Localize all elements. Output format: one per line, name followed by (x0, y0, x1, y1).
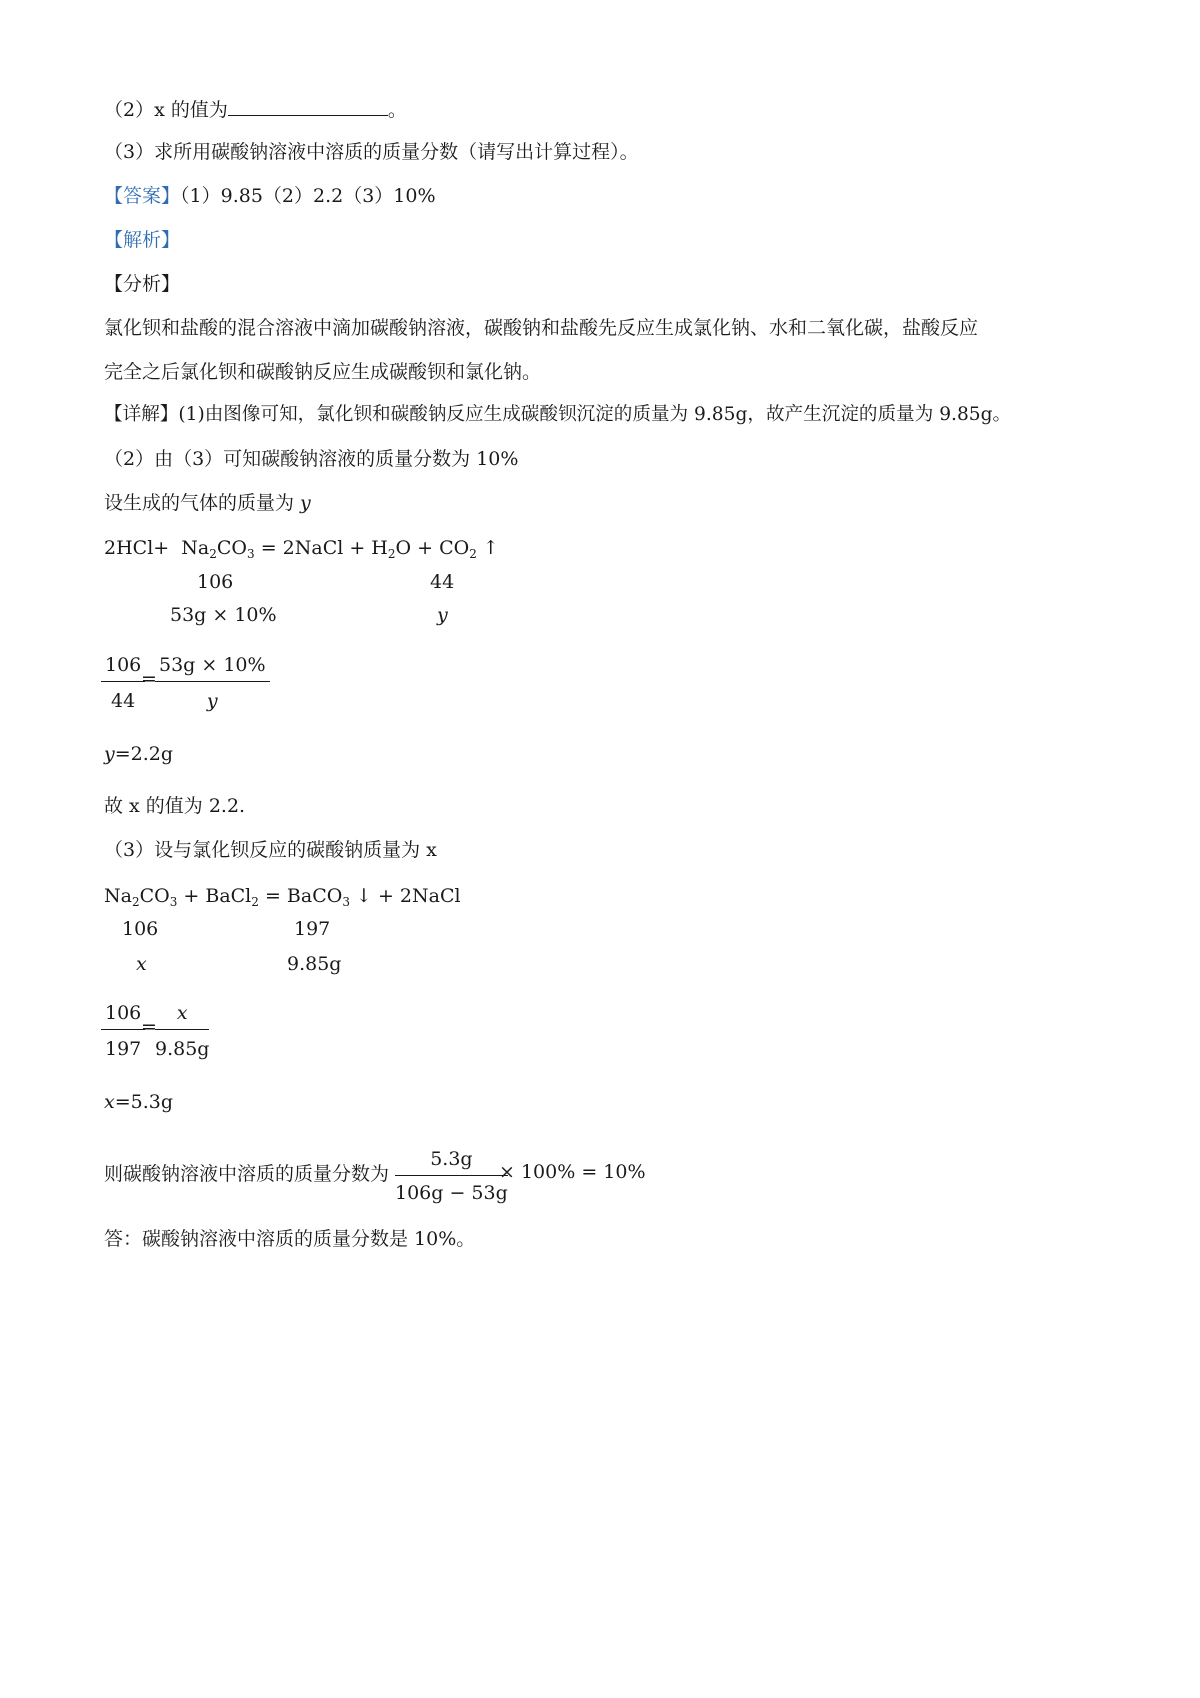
eq1-arrow: ↑ (476, 537, 499, 559)
eq2-value-2: 9.85g (287, 953, 342, 975)
fraction-1-right (155, 656, 270, 711)
eq1-value-1: 53g × 10% (170, 604, 277, 626)
eq1-rsub-3: 2 (469, 547, 477, 561)
fraction-2-den-2: 9.85g (155, 1038, 210, 1060)
fenxi-line-1: 氯化钡和盐酸的混合溶液中滴加碳酸钠溶液，碳酸钠和盐酸先反应生成氯化钠、水和二氧化碳，盐酸反应 (104, 317, 979, 339)
eq1-mass-1: 106 (197, 571, 234, 593)
eq2-rest: ↓ + 2NaCl (349, 885, 461, 907)
fraction-1-den-2: y (206, 690, 218, 712)
part2-line-2 (104, 494, 311, 513)
result-2-var: x (104, 1091, 115, 1113)
eq2-mass-1: 106 (122, 918, 159, 940)
eq1-o: O + CO (395, 537, 470, 559)
answer-text: （1）9.85（2）2.2（3）10% (180, 185, 436, 207)
eq2-na: Na (104, 885, 132, 907)
eq1-sub-3: 3 (247, 547, 255, 561)
eq1-right: = 2NaCl + H (254, 537, 388, 559)
eq1-rsub-2: 2 (387, 547, 396, 561)
equation-1 (104, 537, 499, 561)
answer-blank (228, 98, 388, 116)
fraction-2-num: 106 (101, 1004, 145, 1030)
final-answer: 答：碳酸钠溶液中溶质的质量分数是 10%。 (104, 1228, 476, 1250)
part2-var: y (300, 492, 311, 514)
mass-fraction-den: 106g − 53g (395, 1182, 508, 1204)
fraction-1-num-2: 53g × 10% (155, 656, 270, 682)
eq2-sub-3: 3 (169, 895, 178, 909)
part2-line-1: （2）由（3）可知碳酸钠溶液的质量分数为 10% (104, 448, 519, 470)
fraction-1-left (101, 656, 145, 711)
eq2-sub-2: 2 (131, 895, 140, 909)
mass-fraction-prefix: 则碳酸钠溶液中溶质的质量分数为 (104, 1163, 390, 1185)
mass-fraction-suffix: × 100% = 10% (499, 1161, 646, 1183)
mass-fraction (395, 1150, 508, 1203)
fraction-2-num-2: x (155, 1004, 209, 1030)
conclusion-1: 故 x 的值为 2.2. (104, 795, 246, 817)
analysis-tag: 【解析】 (104, 229, 181, 251)
fenxi-tag: 【分析】 (104, 273, 181, 295)
fraction-2-equals: = (141, 1016, 157, 1038)
eq2-plus: + BaCl (177, 885, 252, 907)
question-2-text: （2）x 的值为 (104, 99, 228, 121)
answer-tag: 【答案】 (104, 185, 181, 207)
question-2-suffix: 。 (387, 99, 407, 121)
result-1-rest: =2.2g (114, 743, 174, 765)
mass-fraction-num: 5.3g (395, 1150, 508, 1176)
question-2 (104, 98, 407, 120)
fraction-2-right (155, 1004, 209, 1059)
eq2-eq: = BaCO (258, 885, 343, 907)
fraction-2-left (101, 1004, 145, 1059)
part3-line-1: （3）设与氯化钡反应的碳酸钠质量为 x (104, 839, 437, 861)
eq2-sub-4: 2 (251, 895, 259, 909)
question-3: （3）求所用碳酸钠溶液中溶质的质量分数（请写出计算过程）。 (104, 141, 639, 163)
fenxi-line-2: 完全之后氯化钡和碳酸钠反应生成碳酸钡和氯化钠。 (104, 361, 542, 383)
eq1-value-2: y (437, 604, 448, 626)
detail-line: 【详解】(1)由图像可知，氯化钡和碳酸钠反应生成碳酸钡沉淀的质量为 9.85g，故产生沉淀的质量为 9.85g。 (104, 404, 1012, 425)
fraction-1-num: 106 (101, 656, 145, 682)
eq2-sub-5: 3 (342, 895, 350, 909)
result-2 (104, 1093, 173, 1112)
fraction-1-den: 44 (111, 690, 136, 712)
eq1-sub-2: 2 (209, 547, 217, 561)
eq1-left: 2HCl+ (104, 537, 170, 559)
eq1-na: Na (181, 537, 210, 559)
eq1-mass-2: 44 (430, 571, 455, 593)
eq2-value-1: x (136, 953, 147, 975)
fraction-1-equals: = (141, 668, 157, 690)
equation-2 (104, 885, 461, 909)
part2-line-2-text: 设生成的气体的质量为 (104, 492, 301, 514)
result-1-var: y (104, 743, 115, 765)
eq2-co: CO (139, 885, 170, 907)
fraction-2-den: 197 (105, 1038, 142, 1060)
result-1 (104, 745, 173, 764)
eq1-co: CO (216, 537, 248, 559)
eq2-mass-2: 197 (294, 918, 331, 940)
result-2-rest: =5.3g (114, 1091, 174, 1113)
answer-line (104, 187, 436, 206)
